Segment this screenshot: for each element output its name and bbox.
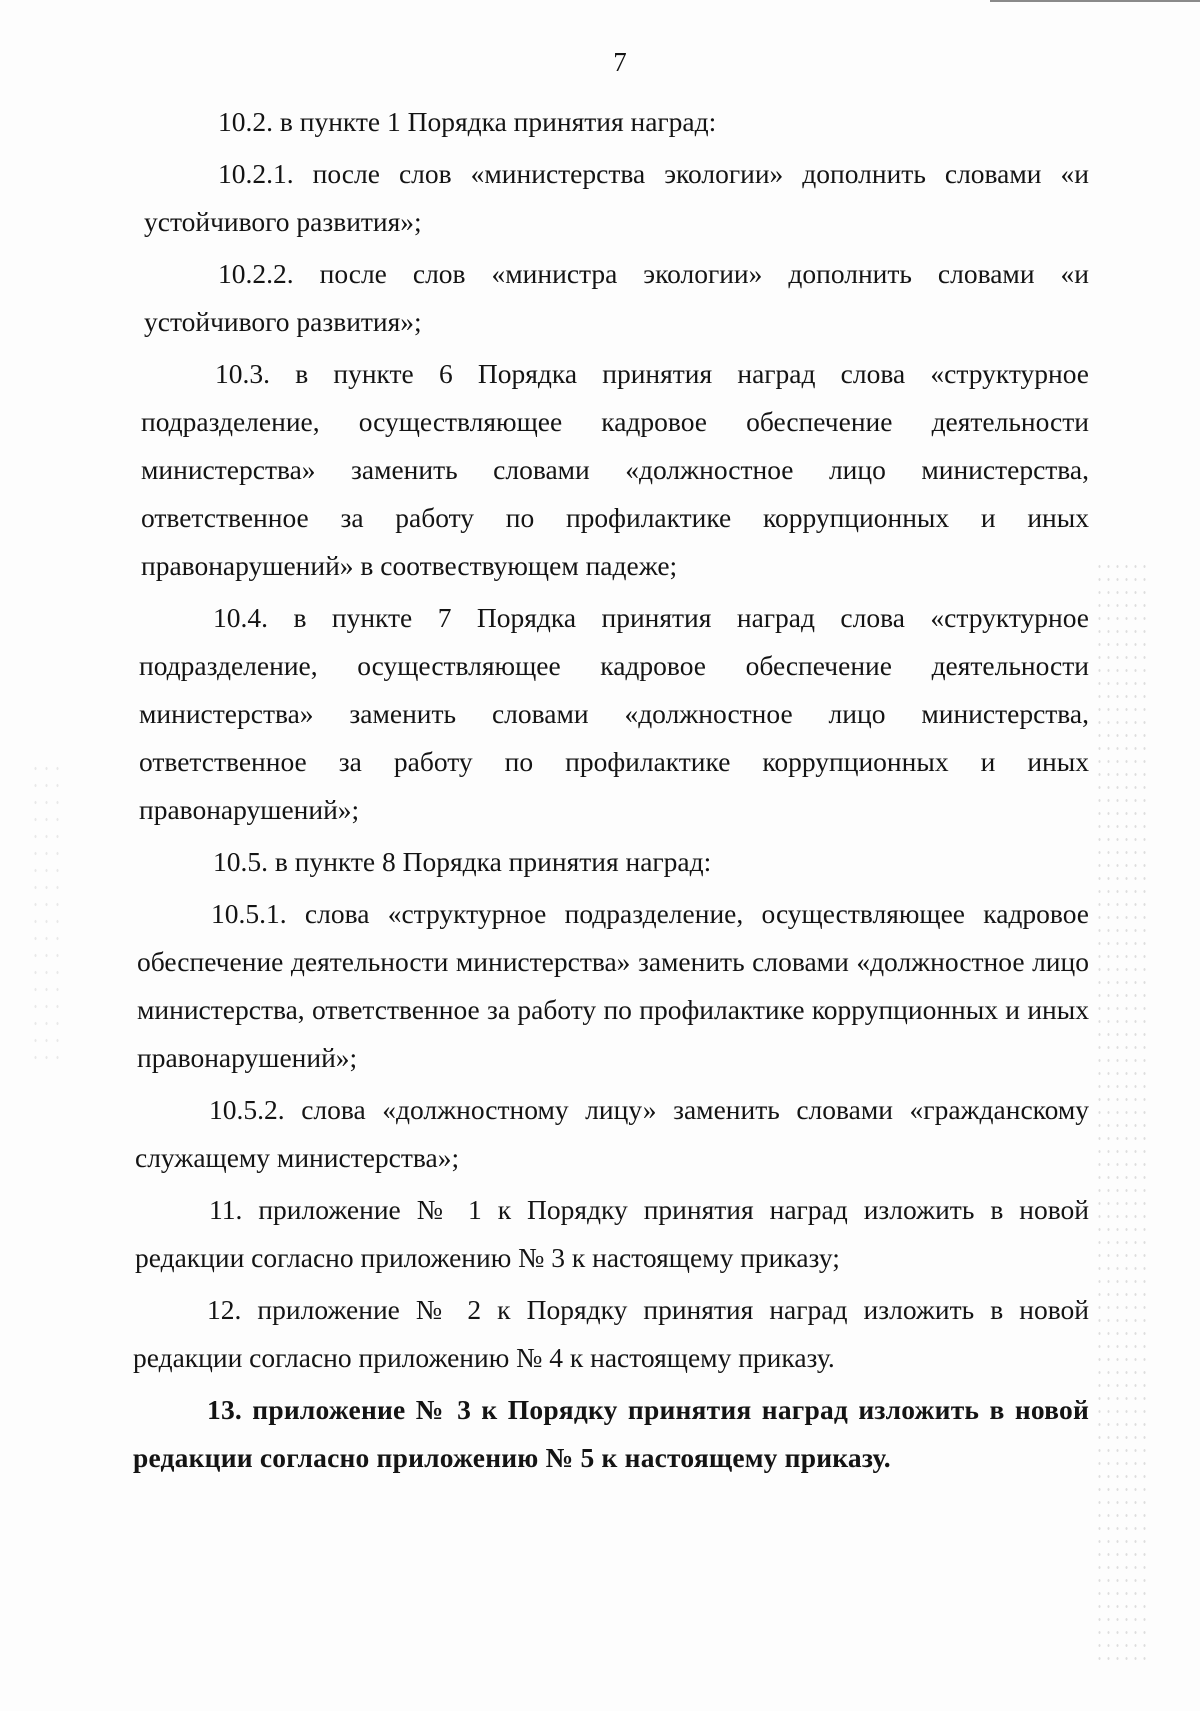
paragraph-10-2-1: 10.2.1. после слов «министерства экологии» дополнить словами «и устойчивого развития»;: [144, 158, 1089, 237]
paragraph-10-3: 10.3. в пункте 6 Порядка принятия наград слова «структурное подразделение, осуществляющее кадровое обеспечение деятельности министерства» заменить словами «должностное лицо министерства, ответственное за работу по профилактике коррупционных и иных правонарушений» в соотвествующем падеже;: [141, 358, 1089, 581]
paragraph-10-4: 10.4. в пункте 7 Порядка принятия наград слова «структурное подразделение, осуществляющее кадровое обеспечение деятельности министерства» заменить словами «должностное лицо министерства, ответственное за работу по профилактике коррупционных и иных правонарушений»;: [139, 602, 1089, 825]
page-number: 7: [613, 47, 627, 77]
paragraph-12: 12. приложение № 2 к Порядку принятия наград изложить в новой редакции согласно приложению № 4 к настоящему приказу.: [133, 1294, 1089, 1373]
scan-noise-left: [30, 760, 60, 1060]
top-rule: [990, 0, 1200, 2]
paragraph-10-5-1: 10.5.1. слова «структурное подразделение, осуществляющее кадровое обеспечение деятельности министерства» заменить словами «должностное лицо министерства, ответственное за работу по профилактике коррупционных и иных правонарушений»;: [137, 898, 1089, 1073]
scan-noise: [1095, 560, 1150, 1660]
paragraph-11: 11. приложение № 1 к Порядку принятия наград изложить в новой редакции согласно приложению № 3 к настоящему приказу;: [135, 1194, 1089, 1273]
paragraph-10-2: 10.2. в пункте 1 Порядка принятия наград:: [218, 106, 717, 137]
paragraph-10-5-2: 10.5.2. слова «должностному лицу» заменить словами «гражданскому служащему министерства»;: [135, 1094, 1089, 1173]
document-body: [133, 98, 1089, 1486]
paragraph-13: 13. приложение № 3 к Порядку принятия наград изложить в новой редакции согласно приложению № 5 к настоящему приказу.: [133, 1394, 1089, 1473]
paragraph-10-5: 10.5. в пункте 8 Порядка принятия наград:: [213, 846, 712, 877]
paragraph-10-2-2: 10.2.2. после слов «министра экологии» дополнить словами «и устойчивого развития»;: [144, 258, 1089, 337]
